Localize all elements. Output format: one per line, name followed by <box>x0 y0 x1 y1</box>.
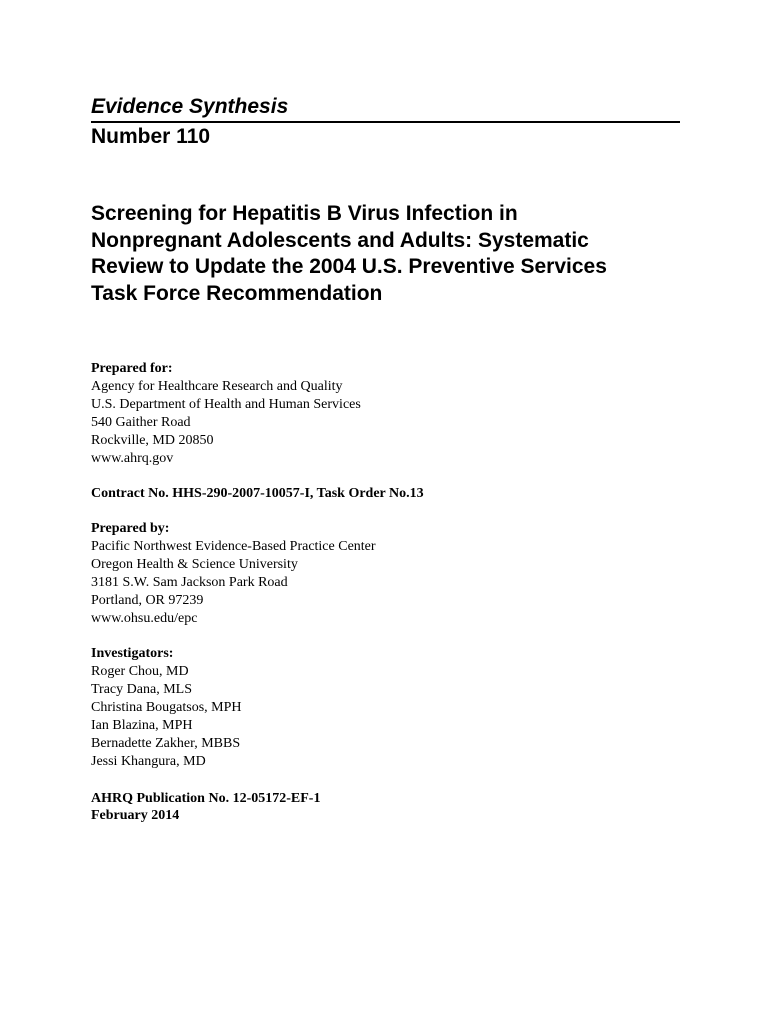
prepared-by-line: Portland, OR 97239 <box>91 593 204 608</box>
header-rule <box>91 121 680 123</box>
investigator-name: Tracy Dana, MLS <box>91 682 192 697</box>
prepared-for-line: 540 Gaither Road <box>91 415 191 430</box>
series-name: Evidence Synthesis <box>91 95 289 118</box>
title-line: Review to Update the 2004 U.S. Preventive Services <box>91 255 607 278</box>
prepared-for-line: U.S. Department of Health and Human Services <box>91 397 361 412</box>
prepared-for-section <box>91 360 361 468</box>
prepared-by-url: www.ohsu.edu/epc <box>91 611 198 626</box>
investigator-name: Ian Blazina, MPH <box>91 718 193 733</box>
report-title <box>91 201 691 307</box>
prepared-for-url: www.ahrq.gov <box>91 451 174 466</box>
prepared-for-line: Agency for Healthcare Research and Quality <box>91 379 343 394</box>
title-line: Screening for Hepatitis B Virus Infection in <box>91 202 518 225</box>
prepared-by-heading: Prepared by: <box>91 521 170 536</box>
investigator-name: Christina Bougatsos, MPH <box>91 700 242 715</box>
publication-date: February 2014 <box>91 808 180 823</box>
prepared-by-line: Pacific Northwest Evidence-Based Practice Center <box>91 539 376 554</box>
prepared-for-heading: Prepared for: <box>91 361 173 376</box>
title-line: Nonpregnant Adolescents and Adults: Systematic <box>91 228 589 252</box>
prepared-by-section <box>91 520 376 628</box>
publication-number: AHRQ Publication No. 12-05172-EF-1 <box>91 791 321 806</box>
prepared-by-line: Oregon Health & Science University <box>91 557 298 572</box>
investigator-name: Jessi Khangura, MD <box>91 754 206 769</box>
investigators-section <box>91 645 242 771</box>
prepared-for-line: Rockville, MD 20850 <box>91 433 214 448</box>
prepared-by-line: 3181 S.W. Sam Jackson Park Road <box>91 575 288 590</box>
report-number: Number 110 <box>91 125 211 148</box>
title-line: Task Force Recommendation <box>91 281 383 305</box>
contract-number: Contract No. HHS-290-2007-10057-I, Task Order No.13 <box>91 486 424 501</box>
investigators-heading: Investigators: <box>91 646 174 661</box>
investigator-name: Roger Chou, MD <box>91 664 189 679</box>
investigator-name: Bernadette Zakher, MBBS <box>91 736 241 751</box>
